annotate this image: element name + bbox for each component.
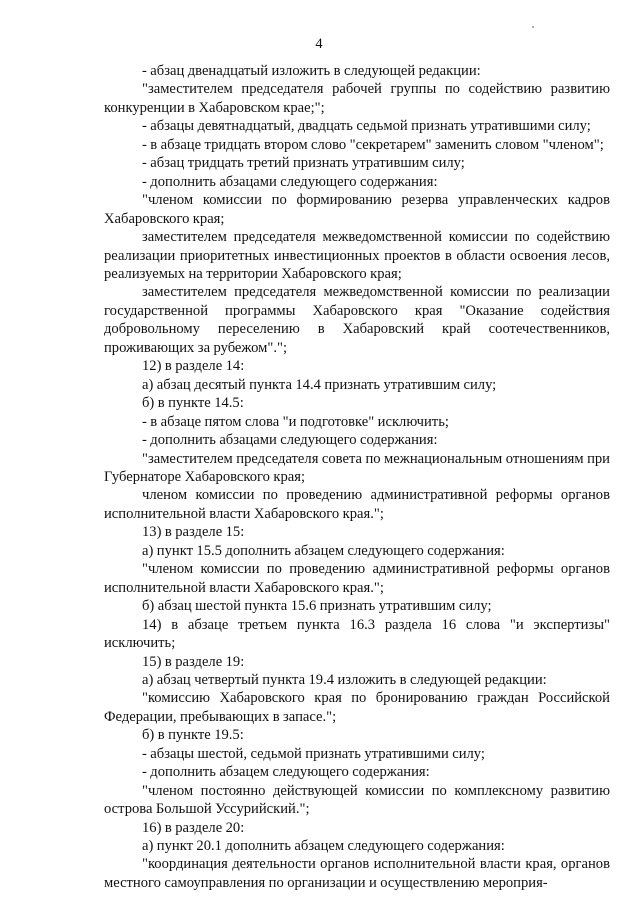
paragraph: - абзацы девятнадцатый, двадцать седьмой признать утратившими силу; [142, 118, 591, 135]
document-body [104, 62, 610, 892]
paragraph: - абзац тридцать третий признать утратившим силу; [142, 155, 465, 172]
paragraph: "комиссию Хабаровского края по бронированию граждан Российской Федерации, пребывающих в запасе."; [104, 690, 610, 725]
paragraph: заместителем председателя межведомственной комиссии по содействию реализации приоритетных инвестиционных проектов в области освоения лесов, реализуемых на территории Хабаровского края; [104, 229, 610, 282]
paragraph: 13) в разделе 15: [142, 524, 245, 541]
paragraph: а) пункт 20.1 дополнить абзацем следующего содержания: [142, 838, 505, 855]
scan-speck [532, 26, 534, 28]
paragraph: - дополнить абзацами следующего содержания: [142, 432, 438, 449]
paragraph: членом комиссии по проведению административной реформы органов исполнительной власти Хабаровского края."; [104, 487, 610, 522]
paragraph: заместителем председателя межведомственной комиссии по реализации государственной программы Хабаровского края "Оказание содействия добровольному переселению в Хабаровский край соотечественников, проживающих за рубежом"."; [104, 284, 610, 356]
paragraph: б) в пункте 14.5: [142, 395, 244, 412]
paragraph: "членом комиссии по проведению административной реформы органов исполнительной власти Хабаровского края."; [104, 561, 610, 596]
paragraph: - абзацы шестой, седьмой признать утратившими силу; [142, 745, 485, 762]
paragraph: 16) в разделе 20: [142, 819, 245, 836]
paragraph: - дополнить абзацами следующего содержания: [142, 173, 438, 190]
paragraph: - дополнить абзацем следующего содержания: [142, 764, 430, 781]
paragraph: "членом комиссии по формированию резерва управленческих кадров Хабаровского края; [104, 192, 610, 227]
paragraph: б) в пункте 19.5: [142, 727, 244, 744]
paragraph: "координация деятельности органов исполнительной власти края, органов местного самоуправления по организации и осуществлению мероприя- [104, 856, 610, 891]
paragraph: - абзац двенадцатый изложить в следующей редакции: [142, 63, 481, 79]
page-number: 4 [315, 36, 323, 52]
paragraph: а) пункт 15.5 дополнить абзацем следующего содержания: [142, 542, 505, 559]
paragraph: а) абзац четвертый пункта 19.4 изложить в следующей редакции: [142, 671, 547, 688]
paragraph: "членом постоянно действующей комиссии по комплексному развитию острова Большой Уссурийский."; [104, 782, 610, 818]
paragraph: "заместителем председателя совета по межнациональным отношениям при Губернаторе Хабаровского края; [104, 450, 610, 485]
paragraph: 14) в абзаце третьем пункта 16.3 раздела 16 слова "и экспертизы" исключить; [104, 616, 610, 652]
paragraph: "заместителем председателя рабочей группы по содействию развитию конкуренции в Хабаровском крае;"; [104, 81, 610, 116]
paragraph: а) абзац десятый пункта 14.4 признать утратившим силу; [142, 376, 497, 393]
paragraph: - в абзаце тридцать втором слово "секретарем" заменить словом "членом"; [142, 136, 604, 153]
paragraph: 12) в разделе 14: [142, 358, 245, 375]
paragraph: - в абзаце пятом слова "и подготовке" исключить; [142, 413, 449, 430]
paragraph: б) абзац шестой пункта 15.6 признать утратившим силу; [142, 598, 492, 615]
paragraph: 15) в разделе 19: [142, 653, 245, 670]
